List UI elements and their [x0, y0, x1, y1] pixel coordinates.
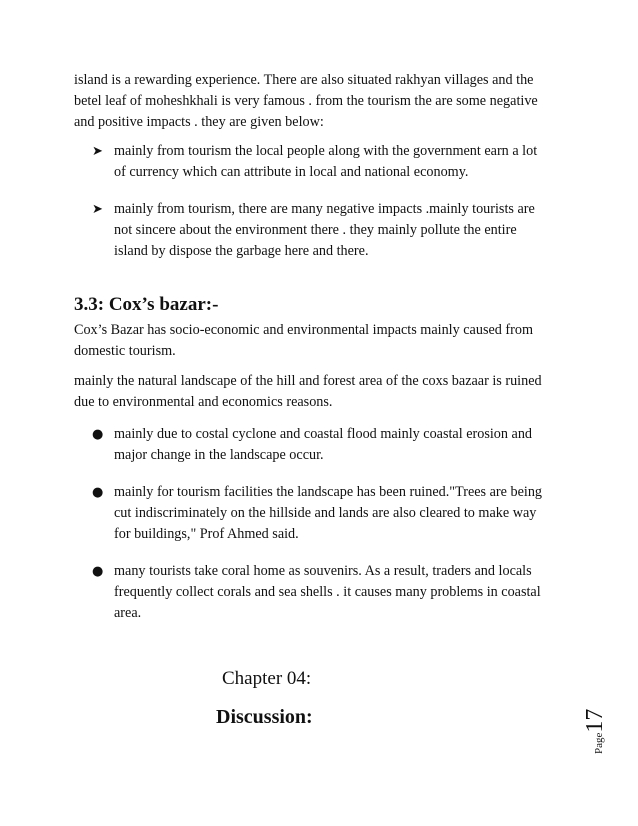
section-paragraph-1 [74, 320, 564, 362]
section-paragraph-2-line-2: due to environmental and economics reasons. [74, 394, 333, 410]
intro-line-2: betel leaf of moheshkhali is very famous . from the tourism the are some negative [74, 93, 538, 109]
dot-bullet-2-line-3: for buildings," Prof Ahmed said. [114, 526, 299, 542]
dot-bullet-icon: ● [92, 485, 104, 500]
dot-bullet-3-line-1: many tourists take coral home as souvenirs. As a result, traders and locals [114, 563, 532, 579]
arrow-bullet-icon: ➤ [92, 202, 103, 217]
page-label: Page [593, 732, 605, 754]
chapter-title: Chapter 04: [222, 668, 312, 689]
dot-bullet-3-line-2: frequently collect corals and sea shells . it causes many problems in coastal [114, 584, 541, 600]
dot-bullet-3-line-3: area. [114, 605, 142, 621]
arrow-bullet-item-2 [92, 199, 584, 262]
arrow-bullet-2-line-3: island by dispose the garbage here and there. [114, 243, 369, 259]
arrow-bullet-1-line-2: of currency which can attribute in local and national economy. [114, 164, 469, 180]
dot-bullet-item-1 [92, 424, 584, 466]
chapter-subtitle: Discussion: [216, 706, 313, 728]
arrow-bullet-item-1 [92, 141, 584, 183]
arrow-bullet-2-line-2: not sincere about the environment there . they mainly pollute the entire [114, 222, 517, 238]
dot-bullet-1-line-1: mainly due to costal cyclone and coastal flood mainly coastal erosion and [114, 426, 533, 442]
dot-bullet-2-line-1: mainly for tourism facilities the landscape has been ruined."Trees are being [114, 484, 543, 500]
intro-line-3: and positive impacts . they are given below: [74, 114, 324, 130]
dot-bullet-item-2 [92, 482, 584, 545]
dot-bullet-icon: ● [92, 427, 104, 442]
arrow-bullet-2-line-1: mainly from tourism, there are many negative impacts .mainly tourists are [114, 201, 535, 217]
section-paragraph-1-line-2: domestic tourism. [74, 343, 176, 359]
intro-line-1: island is a rewarding experience. There are also situated rakhyan villages and the [74, 72, 534, 88]
arrow-bullet-icon: ➤ [92, 144, 103, 159]
section-paragraph-2 [74, 371, 564, 413]
dot-bullet-1-line-2: major change in the landscape occur. [114, 447, 324, 463]
page-number-footer [582, 709, 609, 754]
dot-bullet-2-line-2: cut indiscriminately on the hillside and lands are also cleared to make way [114, 505, 537, 521]
dot-bullet-item-3 [92, 561, 584, 624]
section-paragraph-2-line-1: mainly the natural landscape of the hill and forest area of the coxs bazaar is ruined [74, 373, 542, 389]
intro-paragraph [74, 70, 564, 133]
arrow-bullet-1-line-1: mainly from tourism the local people along with the government earn a lot [114, 143, 538, 159]
page-number: 17 [582, 708, 608, 733]
dot-bullet-icon: ● [92, 564, 104, 579]
section-heading: 3.3: Cox’s bazar:- [74, 294, 219, 315]
section-paragraph-1-line-1: Cox’s Bazar has socio-economic and environmental impacts mainly caused from [74, 322, 533, 338]
